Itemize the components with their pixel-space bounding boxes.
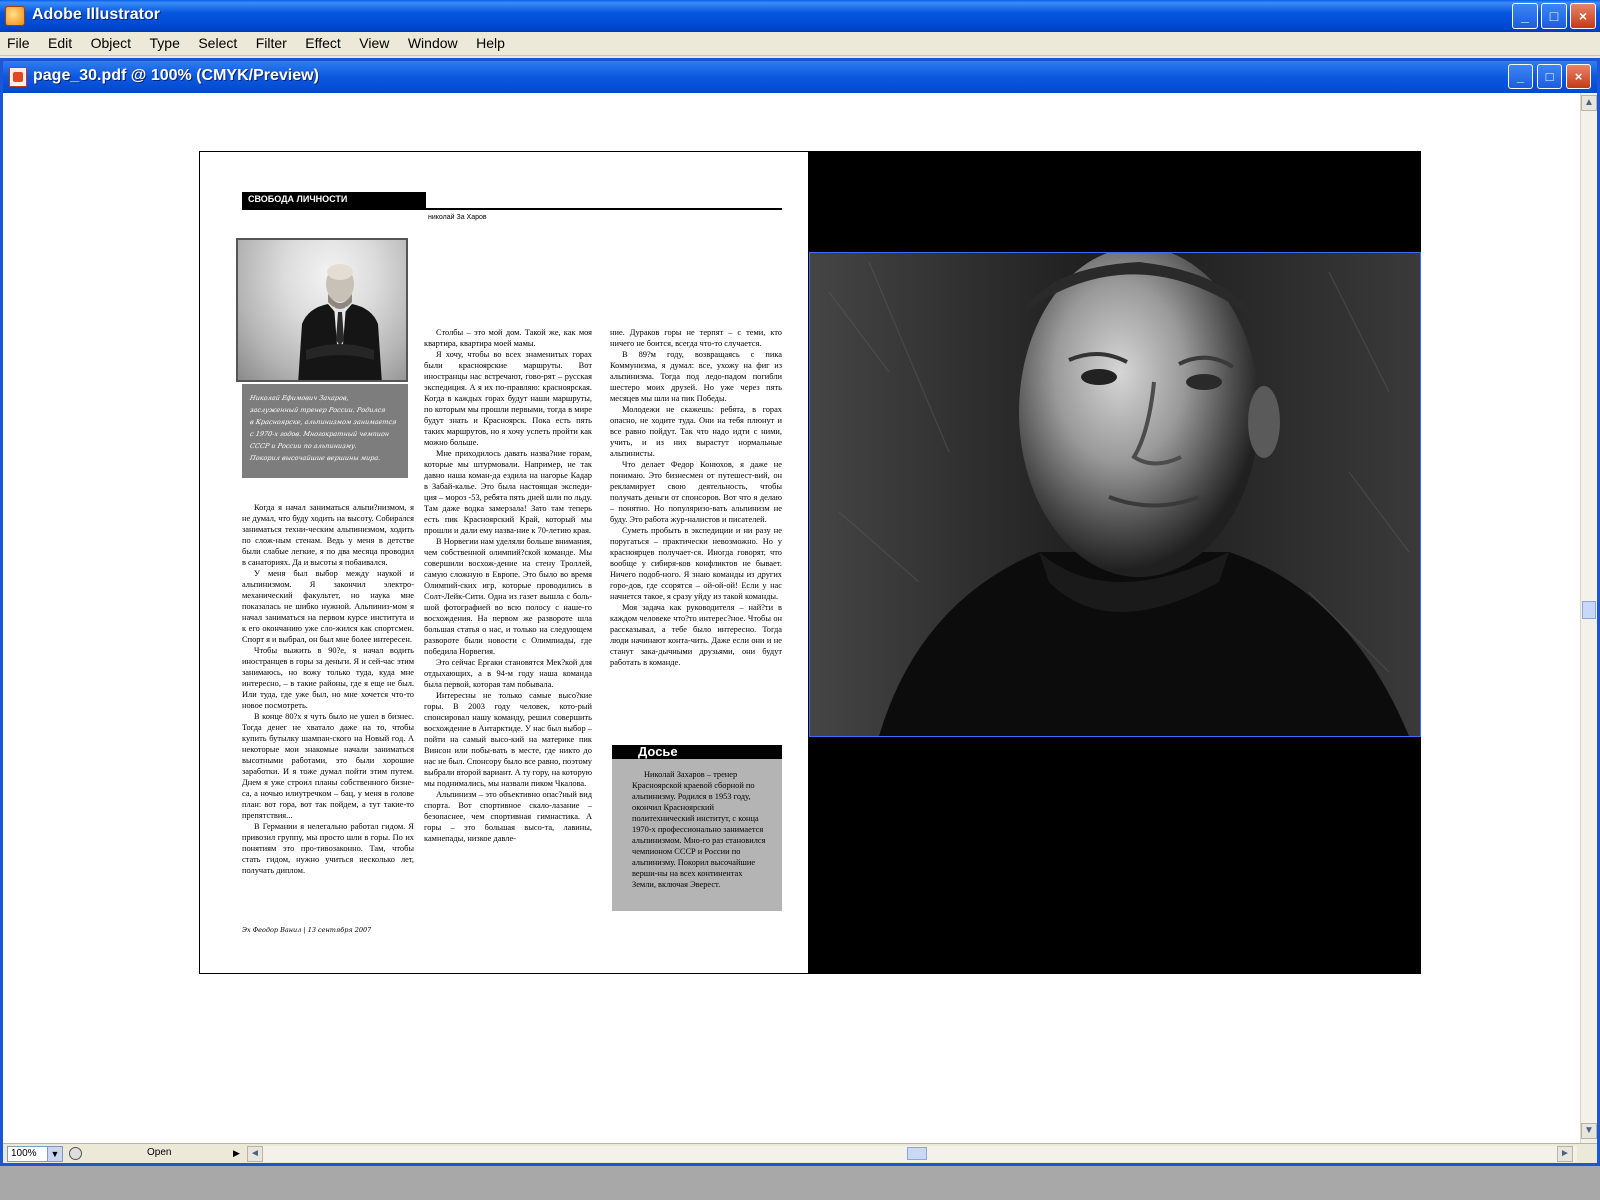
caption-line: заслуженный тренер России. Родился: [249, 406, 387, 414]
caption-line: в Красноярске, альпинизмом занимается: [249, 418, 398, 426]
caption-line: СССР и России по альпинизму.: [249, 442, 358, 450]
menu-select[interactable]: Select: [198, 35, 238, 51]
byline[interactable]: николай За Харов: [428, 214, 487, 221]
vertical-scrollbar[interactable]: [1580, 93, 1597, 1143]
close-button[interactable]: ×: [1570, 3, 1596, 29]
status-bar: [3, 1143, 1597, 1163]
section-tag[interactable]: СВОБОДА ЛИЧНОСТИ: [242, 192, 426, 208]
dossier-box[interactable]: [612, 759, 782, 911]
paragraph: Что делает Федор Конюхов, я даже не понимаю. Это бизнесмен от путешест-вий, он рекламирует свою деятельность, чтобы получать деньги от спонсоров. Вот что я делаю – понятно. Но популяризо-вать альпинизм не буду. Это работа жур-налистов и писателей.: [610, 460, 782, 524]
scroll-up-icon[interactable]: ▲: [1581, 95, 1597, 111]
man-in-suit-image: [288, 254, 388, 382]
selection-bottom-edge: [809, 736, 1421, 737]
paragraph: У меня был выбор между наукой и альпинизмом. Я закончил электро-механический факультет, но наука мне показалась не шибко нужной. Альпиниз-мом я начал заниматься на первом курсе института и к его окончанию уже сло-жился как спортсмен. Спорт я и выбрал, он был мне более интересен.: [242, 569, 414, 644]
horizontal-scrollbar[interactable]: [247, 1146, 1577, 1162]
menu-file[interactable]: File: [7, 35, 30, 51]
paragraph: Столбы – это мой дом. Такой же, как моя квартира, квартира моей мамы.: [424, 328, 592, 348]
zoom-dropdown-icon[interactable]: ▼: [47, 1146, 63, 1162]
minimize-button[interactable]: _: [1512, 3, 1538, 29]
horizontal-scroll-thumb[interactable]: [907, 1147, 927, 1160]
text-column-2[interactable]: [424, 327, 592, 844]
paragraph: В 89?м году, возвращаясь с пика Коммунизма, я думал: все, ухожу на фиг из альпинизма. Тогда под ледо-падом погибли шестеро моих друзей. Но уже через пять месяцев мы шли на пик Победы.: [610, 350, 782, 403]
page-spread: [199, 151, 1421, 974]
dossier-title[interactable]: Досье: [612, 745, 782, 759]
caption-line: Николай Ефимович Захаров,: [249, 394, 350, 402]
artboard-canvas[interactable]: [3, 93, 1580, 1143]
app-title: Adobe Illustrator: [32, 6, 161, 23]
vertical-scroll-thumb[interactable]: [1582, 601, 1596, 619]
man-portrait-image: [809, 252, 1421, 736]
paragraph: Альпинизм – это объективно опас?ный вид спорта. Вот спортивное скало-лазание – безопаснее, чем спортивная гимнастика. А горы – это большая высо-та, лавины, камнепады, низкое давле-: [424, 790, 592, 843]
scroll-down-icon[interactable]: ▼: [1581, 1123, 1597, 1139]
paragraph: Мне приходилось давать назва?ние горам, которые мы штурмовали. Например, не так давно наша коман-да ездила на нагорье Кадар в Забай-калье. Это была настоящая экспеди-ция – мороз -53, ребята пять дней шли по льду. Там даже водка замерзала! Зато там теперь есть пик Красноярский Край, который мы прошли и дали ему назва-ние к 70-летию края.: [424, 449, 592, 535]
menu-view[interactable]: View: [359, 35, 390, 51]
maximize-button[interactable]: □: [1541, 3, 1567, 29]
paragraph: В конце 80?х я чуть было не ушел в бизнес. Тогда денег не хватало даже на то, чтобы купить бутылку шампан-ского на Новый год. А некоторые мои знакомые начали заниматься высотными работами, это были хорошие заработки. И я тоже думал пойти этим путем. Днем я уже строил планы собственного бизне-са, а ночью илиутречком – бац, у меня в голове план: вот гора, вот так пойдем, а тут такие-то препятствия...: [242, 712, 414, 820]
selection-right-edge: [1420, 252, 1421, 736]
menu-bar: [0, 32, 1600, 56]
pdf-document-icon: [9, 67, 27, 87]
menu-object[interactable]: Object: [90, 35, 132, 51]
dossier-text: Николай Захаров – тренер Красноярской краевой сборной по альпинизму. Родился в 1953 году, окончил Красноярский политехнический институт, с конца 1970-х профессионально занимается альпинизмом. Мно-го раз становился чемпионом СССР и России по альпинизму. Покорил высочайшие верши-ны на всех континентах Земли, включая Эверест.: [632, 770, 766, 889]
menu-type[interactable]: Type: [149, 35, 180, 51]
scroll-left-icon[interactable]: ◄: [247, 1146, 263, 1162]
document-title: page_30.pdf @ 100% (CMYK/Preview): [33, 67, 319, 84]
status-text[interactable]: Open: [147, 1147, 172, 1158]
document-titlebar[interactable]: [3, 61, 1597, 93]
status-clock-icon: [69, 1147, 82, 1160]
text-column-1[interactable]: [242, 502, 414, 876]
menu-edit[interactable]: Edit: [48, 35, 73, 51]
portrait-photo-large[interactable]: [809, 252, 1421, 736]
menu-filter[interactable]: Filter: [255, 35, 287, 51]
left-page[interactable]: [199, 151, 809, 974]
paragraph: ние. Дураков горы не терпят – с теми, кто ничего не боится, всегда что-то случается.: [610, 328, 782, 348]
page-footer[interactable]: Эх Феодор Ванил | 13 сентября 2007: [242, 926, 372, 934]
paragraph: Молодежи не скажешь: ребята, в горах опасно, не ходите туда. Они на тебя плюнут и все равно пойдут. Так что надо идти с ними, учить, и из них вырастут нормальные альпинисты.: [610, 405, 782, 458]
photo-caption[interactable]: [242, 384, 408, 478]
paragraph: Я хочу, чтобы во всех знаменитых горах были красноярские маршруты. Вот иностранцы нас встречают, гово-рят – русская экспедиция. А я их по-правляю: красноярская. Когда в каждых горах будут наши маршруты, по которым мы прошли первыми, тогда в мире будут знать и Красноярск. Пока есть пять таких маршрутов, но я хочу успеть пройти как можно больше.: [424, 350, 592, 447]
status-menu-arrow-icon[interactable]: ▶: [233, 1148, 240, 1158]
illustrator-icon: [5, 6, 25, 26]
caption-line: Покорил высочайшие вершины мира.: [249, 454, 382, 462]
paragraph: Интересны не только самые высо?кие горы. В 2003 году человек, кото-рый спонсировал нашу команду, решил совершить восхождение в Антарктиде. У нас был выбор – пойти на самый высо-кий на материке пик Винсон или побы-вать в месте, где никто до нас не был. Спонсору было все равно, поэтому выбрали второй вариант. А ту гору, на которую мы поднимались, мы назвали пиком Чкалова.: [424, 691, 592, 788]
paragraph: Моя задача как руководителя – най?ти в каждом человеке что?то интерес?ное. Чтобы он рассказывал, а тебе было интересно. Тогда люди начинают конта-чить. Даже если они и не станут зака-дычными друзьями, они будут работать в команде.: [610, 603, 782, 667]
paragraph: Когда я начал заниматься альпи?низмом, я не думал, что буду ходить на высоту. Собирался заниматься техни-ческим альпинизмом, ходить по слож-ным стенам. Ведь у меня в детстве были слабые легкие, я по два месяца проводил в санаториях. Да и высоты я побаивался.: [242, 503, 414, 567]
menu-help[interactable]: Help: [476, 35, 505, 51]
portrait-photo-small[interactable]: [236, 238, 408, 382]
caption-line: с 1970-х годов. Многократный чемпион: [249, 430, 390, 438]
paragraph: Это сейчас Ергаки становятся Мек?кой для отдыхающих, а в 94-м году наша команда была первой, которая там побывала.: [424, 658, 592, 689]
paragraph: Суметь пробыть в экспедиции и ни разу не поругаться – практически невозможно. Но у красноярцев получает-ся. Иногда говорят, что вообще у сибиря-ков конфликтов не бывает. Ничего подоб-ного. Я знаю команды из других горо-дов, где ссорятся – ой-ой-ой! Если у нас начнется такое, я сразу уйду из такой команды.: [610, 526, 782, 601]
doc-close-button[interactable]: ×: [1566, 64, 1591, 89]
selection-left-edge: [809, 252, 810, 736]
zoom-field[interactable]: 100%: [7, 1146, 63, 1162]
selection-top-edge: [809, 252, 1421, 253]
menu-window[interactable]: Window: [407, 35, 458, 51]
paragraph: В Норвегии нам уделяли больше внимания, чем собственной олимпий?ской команде. Мы совершили восхож-дение на стену Троллей, самую сложную в Европе. Это было во время Олимпий-ских игр, которые проводились в Солт-Лейк-Сити. Одна из газет вышла с боль-шой фотографией во всю полосу с наше-го восхождения. На первом же развороте шла большая статья о нас, и только на следующем развороте были новости с Олимпиады, где победила Норвегия.: [424, 537, 592, 656]
paragraph: В Германии я нелегально работал гидом. Я привозил группу, мы просто шли в горы. По их понятиям это про-тивозаконно. Там, чтобы стать гидом, нужно учиться несколько лет, получать диплом.: [242, 822, 414, 875]
paragraph: Чтобы выжить в 90?е, я начал водить иностранцев в горы за деньги. Я и сей-час этим занимаюсь, но вожу только туда, куда мне интересно, – в такие районы, где я еще не был. Или туда, где уже был, но мне хочется что-то новое посмотреть.: [242, 646, 414, 710]
menu-effect[interactable]: Effect: [305, 35, 341, 51]
doc-minimize-button[interactable]: _: [1508, 64, 1533, 89]
app-titlebar[interactable]: [0, 0, 1600, 32]
scroll-right-icon[interactable]: ►: [1557, 1146, 1573, 1162]
text-column-3[interactable]: [610, 327, 782, 668]
workspace-background: [0, 1166, 1600, 1200]
doc-maximize-button[interactable]: □: [1537, 64, 1562, 89]
document-window: [0, 58, 1600, 1166]
header-rule: [242, 208, 782, 210]
